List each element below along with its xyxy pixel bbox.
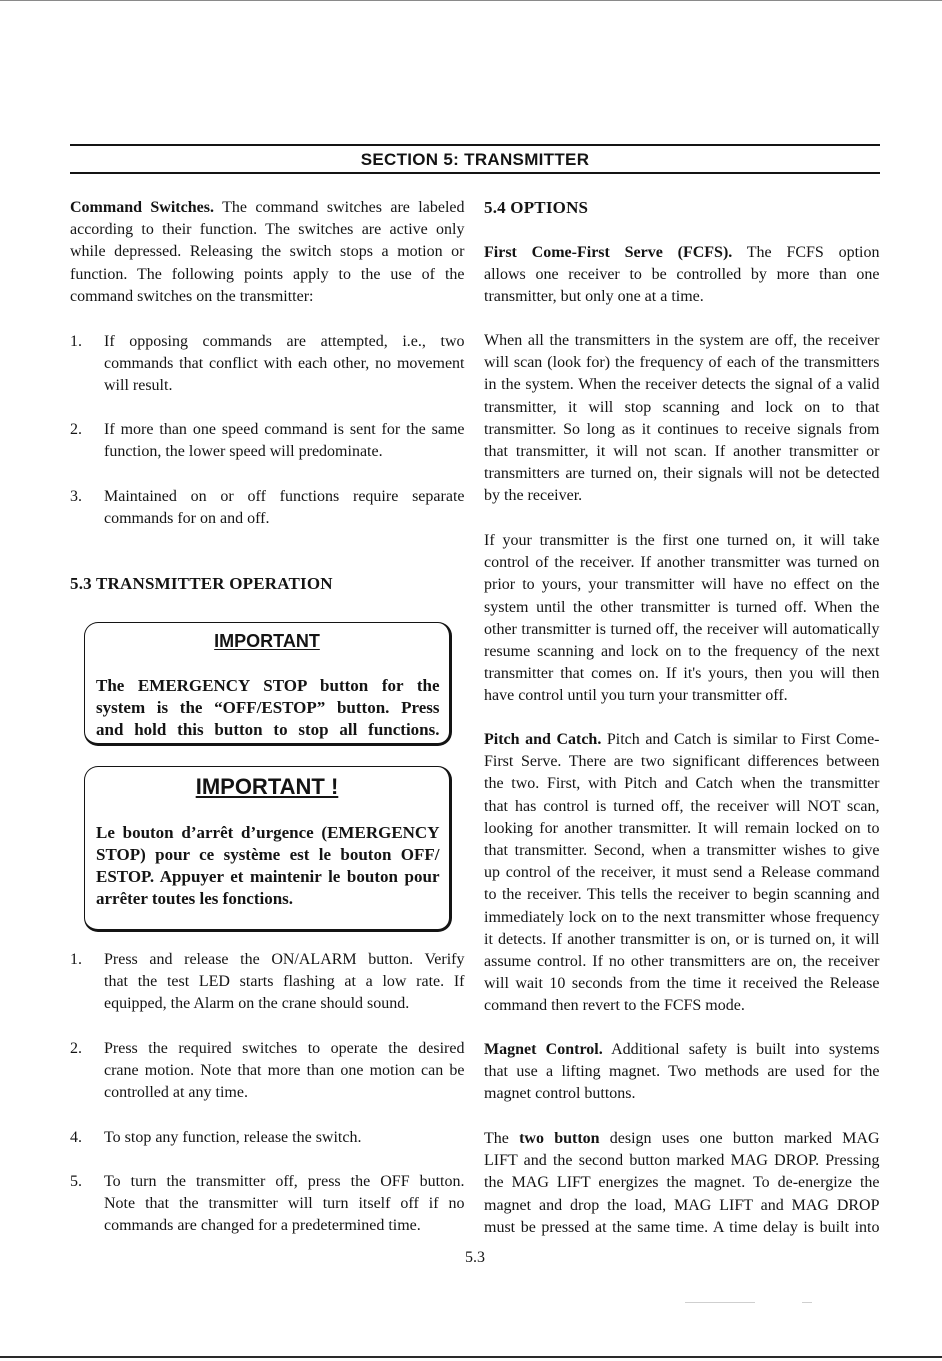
text-line: that transmitter. Second, when a transmitter wishes to give bbox=[484, 841, 880, 859]
text-line: arrêter toutes les fonctions. bbox=[96, 889, 294, 909]
text-line: looking for another transmitter. It will remain locked on to bbox=[484, 819, 880, 837]
text-line bbox=[484, 1128, 880, 1150]
text-line: ESTOP. Appuyer et maintenir le bouton pour bbox=[96, 866, 440, 886]
text-run: Pitch and Catch is similar to First Come- bbox=[606, 731, 880, 748]
text-line: other transmitter is turned off, the receiver will automatically bbox=[484, 620, 880, 638]
text-line: Press and release the ON/ALARM button. Verify bbox=[104, 951, 465, 968]
text-line: When all the transmitters in the system are off, the receiver bbox=[484, 332, 880, 349]
text-line: LIFT and the second button marked MAG DROP. Pressing bbox=[484, 1152, 880, 1170]
text-line: system until the other transmitter is turned off. When the bbox=[484, 598, 880, 616]
text-line bbox=[484, 729, 880, 751]
scan-edge-bottom bbox=[0, 1356, 942, 1358]
text-line bbox=[484, 1039, 880, 1061]
text-run: The FCFS option bbox=[746, 244, 880, 261]
list-item-text bbox=[104, 949, 465, 1016]
text-line: will result. bbox=[104, 377, 173, 395]
list-number: 5. bbox=[70, 1173, 82, 1190]
text-line: First Serve. There are two significant differences between bbox=[484, 753, 880, 771]
text-line: To turn the transmitter off, press the OFF button. bbox=[104, 1173, 465, 1190]
text-line: Le bouton d’arrêt d’urgence (EMERGENCY bbox=[96, 822, 440, 842]
scanning-paragraph bbox=[484, 330, 880, 508]
text-line: command switches on the transmitter: bbox=[70, 287, 314, 305]
list-number: 4. bbox=[70, 1129, 82, 1146]
text-line: Note that the transmitter will turn itself off if no bbox=[104, 1195, 465, 1213]
text-line: magnet and drop the load, MAG LIFT and MAG DROP bbox=[484, 1196, 880, 1214]
text-line: the two. First, with Pitch and Catch when the transmitter bbox=[484, 775, 880, 793]
text-run: design uses one button marked MAG bbox=[609, 1130, 880, 1147]
text-line: transmitter, but only one at a time. bbox=[484, 288, 704, 306]
list-item-text bbox=[104, 419, 465, 463]
important-title: IMPORTANT bbox=[214, 630, 320, 651]
magnet-control-paragraph bbox=[484, 1039, 880, 1106]
text-line: commands are changed for a predetermined time. bbox=[104, 1217, 421, 1235]
text-line: resume scanning and lock on to the frequency of the next bbox=[484, 642, 880, 660]
text-line: To stop any function, release the switch. bbox=[104, 1129, 362, 1146]
text-line: crane motion. Note that more than one motion can be bbox=[104, 1062, 465, 1080]
list-item-text bbox=[104, 331, 465, 398]
section-title: SECTION 5: TRANSMITTER bbox=[360, 150, 590, 169]
command-point bbox=[70, 331, 465, 398]
text-line: control of the receiver. If another transmitter was turned on bbox=[484, 554, 880, 572]
text-line: assume control. If no other transmitters are on, the receiver bbox=[484, 952, 880, 970]
text-line: will wait 10 seconds from the time it received the Release bbox=[484, 975, 880, 993]
text-line: commands for on and off. bbox=[104, 510, 270, 528]
text-run: Additional safety is built into systems bbox=[611, 1041, 880, 1058]
important-text bbox=[96, 675, 440, 742]
text-line: prior to yours, your transmitter will have no effect on the bbox=[484, 576, 880, 594]
text-line: that use a lifting magnet. Two methods are used for the bbox=[484, 1063, 880, 1081]
text-line: transmitter, it will stop scanning and lock on to that bbox=[484, 398, 880, 416]
text-line: equipped, the Alarm on the crane should sound. bbox=[104, 995, 410, 1013]
text-line: controlled at any time. bbox=[104, 1084, 248, 1102]
operation-step bbox=[70, 1038, 465, 1105]
text-line: that has control is turned off, the receiver will NOT scan, bbox=[484, 797, 880, 815]
fcfs-paragraph bbox=[484, 242, 880, 309]
scan-edge-top bbox=[0, 0, 942, 1]
important-notice-box bbox=[84, 622, 452, 746]
header-rule-top bbox=[70, 144, 880, 146]
text-line: will scan (look for) the frequency of each of the transmitters bbox=[484, 354, 880, 372]
section-heading-transmitter-operation: 5.3 TRANSMITTER OPERATION bbox=[70, 574, 333, 593]
text-line: If your transmitter is the first one turned on, it will take bbox=[484, 532, 880, 549]
text-line: magnet control buttons. bbox=[484, 1085, 636, 1103]
important-text bbox=[96, 822, 440, 911]
list-number: 3. bbox=[70, 488, 82, 505]
text-line: If more than one speed command is sent for the same bbox=[104, 421, 465, 438]
list-number: 2. bbox=[70, 421, 82, 438]
list-item-text bbox=[104, 1127, 465, 1149]
operation-step bbox=[70, 1127, 465, 1149]
text-line: to the receiver. This tells the receiver to begin scanning and bbox=[484, 886, 880, 904]
text-line: transmitter. So long as it continues to receive signals from bbox=[484, 420, 880, 438]
text-line: it detects. If another transmitter is on, or is turned on, it will bbox=[484, 930, 880, 948]
text-line: in the system. When the receiver detects the signal of a valid bbox=[484, 376, 880, 394]
page-number: 5.3 bbox=[465, 1249, 485, 1266]
scan-speck bbox=[685, 1302, 755, 1303]
control-paragraph bbox=[484, 530, 880, 708]
text-line: the MAG LIFT energizes the magnet. To de-energize the bbox=[484, 1174, 880, 1192]
text-line: The EMERGENCY STOP button for the bbox=[96, 675, 440, 695]
paragraph-lead: Command Switches. bbox=[70, 199, 214, 216]
text-line: must be pressed at the same time. A time delay is built into bbox=[484, 1218, 880, 1236]
list-item-text bbox=[104, 486, 465, 530]
command-point bbox=[70, 419, 465, 463]
text-line: transmitter that comes on. If it's yours, then you will then bbox=[484, 665, 880, 683]
text-line: according to their function. The switches are active only bbox=[70, 221, 465, 239]
text-line: system is the “OFF/ESTOP” button. Press bbox=[96, 697, 440, 717]
list-number: 1. bbox=[70, 333, 82, 350]
important-notice-box-french bbox=[84, 766, 452, 932]
list-item-text bbox=[104, 1038, 465, 1105]
emphasized-term: two button bbox=[519, 1130, 600, 1147]
operation-step bbox=[70, 1171, 465, 1238]
text-line: up control of the receiver, it must send a Release command bbox=[484, 864, 880, 882]
command-point bbox=[70, 486, 465, 530]
command-switches-paragraph bbox=[70, 197, 465, 308]
text-line: commands that conflict with each other, no movement bbox=[104, 355, 465, 373]
list-number: 2. bbox=[70, 1040, 82, 1057]
text-run: The bbox=[484, 1130, 509, 1147]
pitch-and-catch-paragraph bbox=[484, 729, 880, 1017]
text-line: while depressed. Releasing the switch stops a motion or bbox=[70, 243, 465, 261]
text-line: that transmitter, it will not scan. If another transmitter or bbox=[484, 442, 880, 460]
paragraph-lead: Pitch and Catch. bbox=[484, 731, 602, 748]
two-button-paragraph bbox=[484, 1128, 880, 1239]
text-line: that the test LED starts flashing at a low rate. If bbox=[104, 973, 465, 991]
text-line: immediately lock on to the next transmitter whose frequency bbox=[484, 908, 880, 926]
text-line bbox=[70, 197, 465, 219]
text-line: If opposing commands are attempted, i.e., two bbox=[104, 333, 465, 350]
text-line: function. The following points apply to the use of the bbox=[70, 265, 465, 283]
operation-step bbox=[70, 949, 465, 1016]
text-line: function, the lower speed will predominate. bbox=[104, 443, 383, 461]
text-line: have control until you turn your transmitter off. bbox=[484, 687, 788, 705]
text-line: command then revert to the FCFS mode. bbox=[484, 997, 745, 1015]
text-line: STOP) pour ce système est le bouton OFF/ bbox=[96, 844, 440, 864]
text-line bbox=[484, 242, 880, 264]
text-line: transmitters are turned on, their signals will not be detected bbox=[484, 465, 880, 483]
section-heading-options: 5.4 OPTIONS bbox=[484, 198, 589, 217]
text-line: allows one receiver to be controlled by more than one bbox=[484, 266, 880, 284]
text-line: and hold this button to stop all functions. bbox=[96, 719, 440, 739]
text-line: by the receiver. bbox=[484, 487, 583, 505]
text-line: Maintained on or off functions require separate bbox=[104, 488, 465, 505]
text-run: The command switches are labeled bbox=[222, 199, 465, 216]
important-title: IMPORTANT ! bbox=[195, 773, 339, 799]
list-item-text bbox=[104, 1171, 465, 1238]
list-number: 1. bbox=[70, 951, 82, 968]
header-rule-bottom bbox=[70, 172, 880, 174]
scan-speck bbox=[802, 1302, 812, 1303]
paragraph-lead: First Come-First Serve (FCFS). bbox=[484, 244, 733, 261]
paragraph-lead: Magnet Control. bbox=[484, 1041, 603, 1058]
text-line: Press the required switches to operate the desired bbox=[104, 1040, 465, 1057]
